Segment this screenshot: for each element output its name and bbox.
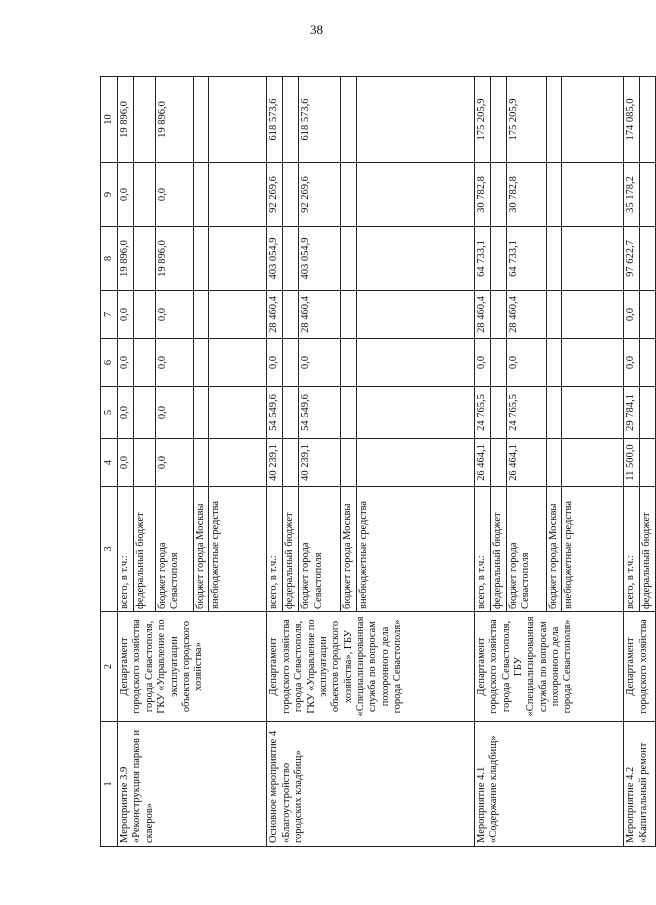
funding-source-cell: федеральный бюджет: [134, 487, 156, 612]
funding-source-cell: внебюджетные средства: [356, 487, 474, 612]
amount-cell: 0,0: [299, 339, 341, 387]
page-number: 38: [310, 22, 323, 37]
event-name-cell: Мероприятие 4.2 «Капитальный ремонт: [624, 722, 655, 847]
amount-cell: 64 733,1: [474, 227, 490, 291]
amount-cell: [356, 291, 474, 339]
executor-cell: Департамент городского хозяйства города Севастополя, ГБУ «Специализированная служба по вопросам похоронного дела города Севастополя»: [474, 612, 623, 722]
amount-cell: [341, 387, 356, 439]
amount-cell: 0,0: [624, 339, 640, 387]
amount-cell: [209, 439, 267, 487]
amount-cell: 403 054,9: [299, 227, 341, 291]
amount-cell: [209, 291, 267, 339]
amount-cell: [341, 163, 356, 227]
amount-cell: [562, 387, 624, 439]
funding-source-cell: бюджет города Севастополя: [156, 487, 194, 612]
amount-cell: 19 896,0: [118, 77, 134, 163]
funding-source-cell: федеральный бюджет: [640, 487, 655, 612]
amount-cell: 175 205,9: [474, 77, 490, 163]
amount-cell: [134, 439, 156, 487]
amount-cell: 174 085,0: [624, 77, 640, 163]
amount-cell: [546, 339, 561, 387]
amount-cell: [194, 77, 209, 163]
amount-cell: [194, 163, 209, 227]
amount-cell: [562, 339, 624, 387]
amount-cell: 97 622,7: [624, 227, 640, 291]
event-name-cell: Мероприятие 3.9 «Реконструкция парков и скверов»: [118, 722, 267, 847]
amount-cell: [356, 387, 474, 439]
amount-cell: 19 896,0: [156, 77, 194, 163]
amount-cell: [134, 163, 156, 227]
amount-cell: [341, 339, 356, 387]
amount-cell: 19 896,0: [118, 227, 134, 291]
amount-cell: 28 460,4: [267, 291, 283, 339]
amount-cell: [194, 227, 209, 291]
amount-cell: [134, 339, 156, 387]
amount-cell: 0,0: [156, 339, 194, 387]
event-name-cell: Мероприятие 4.1 «Содержание кладбищ»: [474, 722, 623, 847]
amount-cell: [546, 77, 561, 163]
amount-cell: [562, 163, 624, 227]
amount-cell: 40 239,1: [267, 439, 283, 487]
executor-cell: Департамент городского хозяйства: [624, 612, 655, 722]
amount-cell: [562, 227, 624, 291]
column-header: 3: [101, 487, 118, 612]
funding-table: [100, 76, 656, 847]
amount-cell: [194, 439, 209, 487]
amount-cell: 0,0: [156, 163, 194, 227]
table-row: [118, 77, 134, 847]
funding-source-cell: бюджет города Москвы: [194, 487, 209, 612]
amount-cell: 54 549,6: [299, 387, 341, 439]
amount-cell: [209, 77, 267, 163]
funding-source-cell: внебюджетные средства: [209, 487, 267, 612]
amount-cell: 0,0: [506, 339, 546, 387]
amount-cell: 26 464,1: [474, 439, 490, 487]
amount-cell: [562, 77, 624, 163]
funding-source-cell: внебюджетные средства: [562, 487, 624, 612]
rotated-table-wrapper: [100, 77, 653, 847]
funding-source-cell: бюджет города Севастополя: [299, 487, 341, 612]
amount-cell: [356, 227, 474, 291]
amount-cell: [134, 227, 156, 291]
amount-cell: [283, 439, 299, 487]
amount-cell: 19 896,0: [156, 227, 194, 291]
table-row: [474, 77, 490, 847]
amount-cell: 11 500,0: [624, 439, 640, 487]
funding-source-cell: всего, в т.ч.:: [118, 487, 134, 612]
amount-cell: [546, 227, 561, 291]
column-header: 7: [101, 291, 118, 339]
amount-cell: 618 573,6: [267, 77, 283, 163]
amount-cell: [490, 227, 506, 291]
table-row: [624, 77, 640, 847]
column-header: 10: [101, 77, 118, 163]
funding-source-cell: бюджет города Москвы: [341, 487, 356, 612]
amount-cell: [283, 291, 299, 339]
amount-cell: [134, 77, 156, 163]
amount-cell: 0,0: [118, 439, 134, 487]
amount-cell: [341, 291, 356, 339]
amount-cell: 0,0: [118, 387, 134, 439]
amount-cell: 64 733,1: [506, 227, 546, 291]
funding-source-cell: всего, в т.ч.:: [267, 487, 283, 612]
column-header: 9: [101, 163, 118, 227]
amount-cell: [640, 163, 655, 227]
amount-cell: [209, 227, 267, 291]
amount-cell: 30 782,8: [474, 163, 490, 227]
table-row: [267, 77, 283, 847]
funding-source-cell: федеральный бюджет: [283, 487, 299, 612]
header-row: [101, 77, 118, 847]
amount-cell: [134, 291, 156, 339]
amount-cell: 0,0: [474, 339, 490, 387]
amount-cell: [356, 439, 474, 487]
amount-cell: 0,0: [156, 439, 194, 487]
amount-cell: 35 178,2: [624, 163, 640, 227]
amount-cell: [490, 291, 506, 339]
amount-cell: 40 239,1: [299, 439, 341, 487]
amount-cell: [490, 163, 506, 227]
amount-cell: [490, 439, 506, 487]
amount-cell: [490, 387, 506, 439]
amount-cell: [640, 227, 655, 291]
column-header: 8: [101, 227, 118, 291]
amount-cell: 28 460,4: [299, 291, 341, 339]
event-name-cell: Основное мероприятие 4 «Благоустройство городских кладбищ»: [267, 722, 474, 847]
amount-cell: [356, 77, 474, 163]
amount-cell: [283, 387, 299, 439]
amount-cell: [209, 163, 267, 227]
amount-cell: [490, 339, 506, 387]
amount-cell: 54 549,6: [267, 387, 283, 439]
amount-cell: [341, 439, 356, 487]
amount-cell: [640, 339, 655, 387]
column-header: 2: [101, 612, 118, 722]
amount-cell: [341, 227, 356, 291]
amount-cell: [356, 163, 474, 227]
amount-cell: 28 460,4: [506, 291, 546, 339]
amount-cell: 0,0: [156, 291, 194, 339]
amount-cell: 92 269,6: [267, 163, 283, 227]
amount-cell: [640, 387, 655, 439]
column-header: 6: [101, 339, 118, 387]
funding-source-cell: федеральный бюджет: [490, 487, 506, 612]
amount-cell: 0,0: [118, 291, 134, 339]
amount-cell: [134, 387, 156, 439]
column-header: 1: [101, 722, 118, 847]
executor-cell: Департамент городского хозяйства города Севастополя, ГКУ «Управление по эксплуатации объектов городского хозяйства»: [118, 612, 267, 722]
amount-cell: 0,0: [118, 339, 134, 387]
amount-cell: [546, 163, 561, 227]
amount-cell: [194, 339, 209, 387]
amount-cell: 24 765,5: [506, 387, 546, 439]
amount-cell: [283, 163, 299, 227]
funding-source-cell: бюджет города Севастополя: [506, 487, 546, 612]
amount-cell: 403 054,9: [267, 227, 283, 291]
amount-cell: [356, 339, 474, 387]
amount-cell: 0,0: [624, 291, 640, 339]
amount-cell: [194, 291, 209, 339]
amount-cell: [283, 227, 299, 291]
amount-cell: 26 464,1: [506, 439, 546, 487]
column-header: 4: [101, 439, 118, 487]
amount-cell: [546, 439, 561, 487]
amount-cell: 24 765,5: [474, 387, 490, 439]
amount-cell: 28 460,4: [474, 291, 490, 339]
column-header: 5: [101, 387, 118, 439]
amount-cell: 0,0: [156, 387, 194, 439]
amount-cell: 618 573,6: [299, 77, 341, 163]
amount-cell: 92 269,6: [299, 163, 341, 227]
amount-cell: 0,0: [267, 339, 283, 387]
amount-cell: [546, 291, 561, 339]
funding-source-cell: всего, в т.ч.:: [474, 487, 490, 612]
amount-cell: [209, 339, 267, 387]
amount-cell: [283, 339, 299, 387]
funding-source-cell: всего, в т.ч.:: [624, 487, 640, 612]
amount-cell: 30 782,8: [506, 163, 546, 227]
executor-cell: Департамент городского хозяйства города Севастополя, ГКУ «Управление по эксплуатации объектов городского хозяйства», ГБУ «Специализированная служба по вопросам похоронного дела города Севастополя»: [267, 612, 474, 722]
funding-source-cell: бюджет города Москвы: [546, 487, 561, 612]
amount-cell: 29 784,1: [624, 387, 640, 439]
amount-cell: [283, 77, 299, 163]
amount-cell: 0,0: [118, 163, 134, 227]
amount-cell: [341, 77, 356, 163]
amount-cell: [640, 291, 655, 339]
amount-cell: [209, 387, 267, 439]
amount-cell: [546, 387, 561, 439]
amount-cell: [562, 439, 624, 487]
amount-cell: [562, 291, 624, 339]
amount-cell: [490, 77, 506, 163]
amount-cell: 175 205,9: [506, 77, 546, 163]
amount-cell: [640, 77, 655, 163]
amount-cell: [194, 387, 209, 439]
amount-cell: [640, 439, 655, 487]
